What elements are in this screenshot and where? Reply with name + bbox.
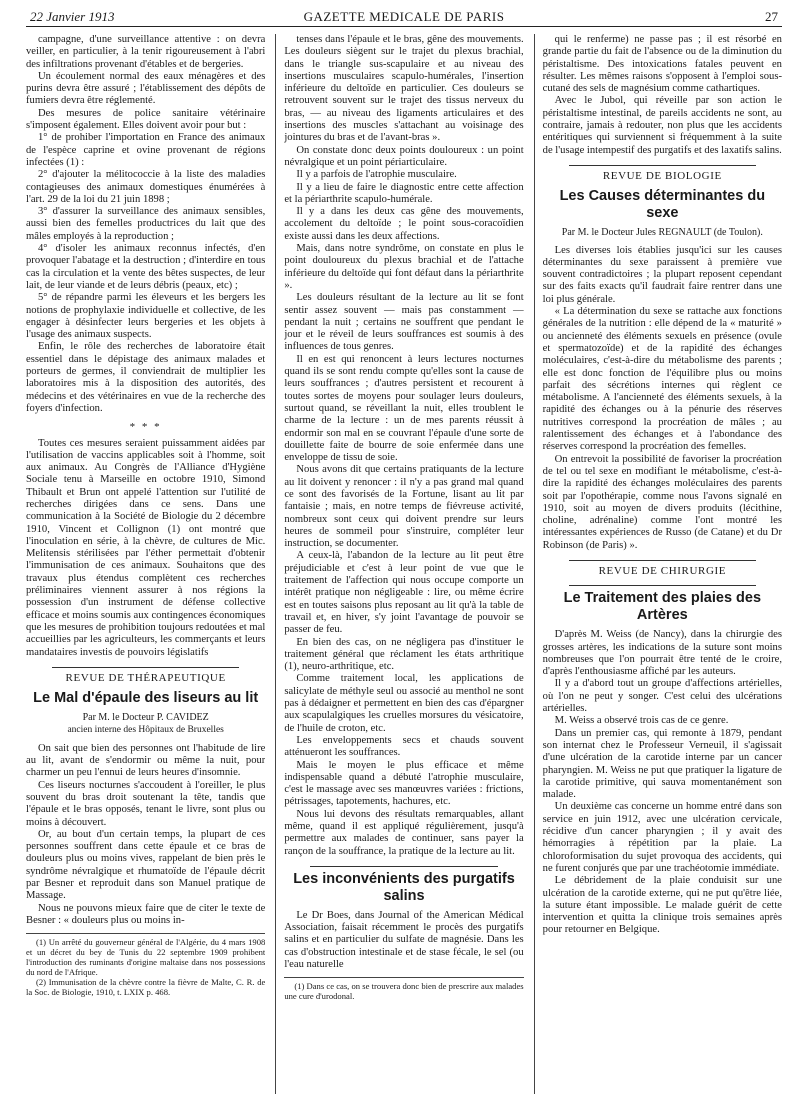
header-journal: GAZETTE MEDICALE DE PARIS xyxy=(303,9,505,24)
column-3 xyxy=(534,34,782,1094)
paragraph: On constate donc deux points douloureux : un point névralgique et un point périarticulaire. xyxy=(284,144,524,168)
column-2 xyxy=(275,34,523,1094)
section-rule xyxy=(569,165,756,166)
paragraph: 1° de prohiber l'importation en France des animaux de l'espèce caprine et ovine provenant de régions infectées (1) : xyxy=(26,132,266,168)
paragraph: « La détermination du sexe se rattache aux fonctions générales de la nutrition : elle dépend de la « maturité » ou ancienneté des éléments sexuels en présence (ovule et spermatozoïde) et de la rapidité des échanges moléculaires, c'est-à-dire du métabolisme des parents ; elle est donc fonction de l'équilibre plus ou moins parfait des sécrétions internes qui règlent ce métabolisme. A l'ancienneté des éléments sexuels, à la rapidité des échanges ou à la pénurie des réserves nutritives correspond la procréation de mâles ; au ralentissement des échanges et à l'abondance des réserves correspond la procréation des femelles. xyxy=(542,306,782,453)
article-title-purgatifs: Les inconvénients des purgatifs salins xyxy=(293,870,515,904)
paragraph: Les diverses lois établies jusqu'ici sur les causes déterminantes du sexe paraissent à première vue souvent contradictoires ; la plupart reposent cependant sur des faits exacts qu'il faudrait faire rentrer dans une loi plus générale. xyxy=(542,244,782,305)
paragraph: Comme traitement local, les applications de salicylate de méthyle seul ou associé au menthol ne sont pas à dédaigner et permettent en bien des cas d'épargner aux scapulalgiques les cruelles morsures du vésicatoire, de l'huile de croton, etc. xyxy=(284,673,524,734)
footnote: (1) Un arrêté du gouverneur général de l'Algérie, du 4 mars 1908 et un décret du bey de Tunis du 22 septembre 1909 prohibent l'introduction des ruminants d'origine maltaise dans nos possessions du nord de l'Afrique. xyxy=(26,937,266,978)
paragraph: Le débridement de la plaie conduisit sur une ulcération de la carotide externe, qui ne put qu'être liée, la suture étant impossible. Le malade guérit de cette intervention et quitta la clinique trois semaines après pour retourner en Belgique. xyxy=(542,875,782,936)
article-title-causes-sexe: Les Causes déterminantes du sexe xyxy=(559,188,766,222)
paragraph: 3° d'assurer la surveillance des animaux sensibles, aussi bien des femelles productrices du lait que des mâles employés à la reproduction ; xyxy=(26,206,266,242)
author-affiliation: ancien interne des Hôpitaux de Bruxelles xyxy=(67,725,224,736)
running-header xyxy=(26,6,782,27)
col1-text xyxy=(26,34,265,415)
paragraph: Mais, dans notre syndrôme, on constate en plus le point douloureux du plexus brachial et de l'attache inférieure du deltoïde qui font défaut dans la périarthrite ». xyxy=(284,243,524,291)
paragraph: Il y a d'abord tout un groupe d'affections artérielles, où l'on ne peut y songer. C'est celui des ulcérations artérielles. xyxy=(542,678,782,715)
paragraph: Les enveloppements secs et chauds souvent atténueront les souffrances. xyxy=(284,734,524,759)
footnotes xyxy=(284,977,523,1001)
paragraph: 2° d'ajouter la mélitococcie à la liste des maladies contagieuses des animaux domestiques énumérées à l'art. 29 de la loi du 21 juin 1898 ; xyxy=(26,169,266,205)
paragraph: campagne, d'une surveillance attentive : on devra veiller, en particulier, à la tenir rigoureusement à l'abri des infiltrations provenant d'étables et de bergeries. xyxy=(26,34,266,70)
column-1 xyxy=(26,34,265,1094)
footnote: (2) Immunisation de la chèvre contre la fièvre de Malte, C. R. de la Soc. de Biologie, 1910, t. LXIX p. 468. xyxy=(26,977,266,998)
section-rule xyxy=(52,667,239,668)
header-page-number: 27 xyxy=(765,9,778,24)
article-title-mal-epaule: Le Mal d'épaule des liseurs au lit xyxy=(33,690,259,707)
paragraph: Un deuxième cas concerne un homme entré dans son service en juin 1912, avec une ulcération cervicale, récidive d'un cancer pharyngien ; il y avait des hémorragies à répétition par la plaie. La chloroformisation du sujet provoqua des accidents, qui ne furent conjurés que par une trachéotomie immédiate. xyxy=(542,801,782,874)
header-date: 22 Janvier 1913 xyxy=(30,9,115,24)
paragraph: Nous avons dit que certains pratiquants de la lecture au lit doivent y renoncer : il n'y a pas grand mal quand ce sont des favorisés de la Fortune, lisant au lit par fantaisie ; mais, en notre temps de fiévreuse activité, nombreux sont ceux qui doivent prendre sur leurs heures de sommeil pour s'instruire, compléter leur instruction, se documenter. xyxy=(284,464,524,550)
section-heading-biologie: REVUE DE BIOLOGIE xyxy=(602,169,722,182)
paragraph: qui le renferme) ne passe pas ; il est résorbé en grande partie du fait de l'absence ou de la diminution du péristaltisme. Des intoxications fatales peuvent en résulter. Les mêmes raisons s'opposent à l'emploi sous-cutané des sels de magnésium comme cathartiques. xyxy=(542,34,782,95)
paragraph: Mais le moyen le plus efficace et même indispensable quand a débuté l'atrophie musculaire, c'est le massage avec ses manœuvres variées : frictions, pétrissages, tapotements, hachures, etc. xyxy=(284,759,524,808)
paragraph: 5° de répandre parmi les éleveurs et les bergers les notions de prophylaxie individuelle et collective, de les engager à désinfecter leurs bergeries et les objets à l'usage des animaux suspects. xyxy=(26,292,266,341)
section-heading-chirurgie: REVUE DE CHIRURGIE xyxy=(598,564,727,577)
paragraph: Avec le Jubol, qui réveille par son action le péristaltisme intestinal, de pareils accidents ne sont, au contraire, jamais à redouter, non plus que les accidents entéritiques qui surviennent si fréquemment à la suite de l'usage intempestif des purgatifs et des laxatifs salins. xyxy=(542,95,782,156)
paragraph: 4° d'isoler les animaux reconnus infectés, d'en provoquer l'abatage et la destruction ; d'interdire en tous cas la circulation et la vente des bêtes suspectes, de leur lait, de leur viande et de leurs débris (peaux, etc) ; xyxy=(26,243,266,291)
paragraph: tenses dans l'épaule et le bras, gêne des mouvements. Les douleurs siègent sur le trajet du plexus brachial, dans le triangle sus-scapulaire et au niveau des insertions musculaires scapulo-humérales, l'insertion inférieure du deltoïde en particulier. Ces douleurs se retrouvent souvent sur le trajet des tissus nerveux du bras, — au niveau des ligaments articulaires et des insertions des muscles s'attachant au voisinage des jointures du bras et de l'avant-bras ». xyxy=(284,34,524,144)
article-title-plaies-arteres: Le Traitement des plaies des Artères xyxy=(563,590,762,624)
paragraph: Un écoulement normal des eaux ménagères et des purins devra être assuré ; l'établissement des dépôts de fumiers devra être réglementé. xyxy=(26,70,266,107)
paragraph: Les douleurs résultant de la lecture au lit se font sentir assez souvent — mais pas constamment — pendant la nuit ; certains ne souffrent que pendant le jour et le réveil de leurs souffrances est soumis à des influences de tous genres. xyxy=(284,292,524,353)
paragraph: D'après M. Weiss (de Nancy), dans la chirurgie des grosses artères, les indications de la suture sont moins nombreuses que l'on pourrait être tenté de le croire, d'après l'enthousiasme affiché par les auteurs. xyxy=(542,629,782,678)
paragraph: M. Weiss a observé trois cas de ce genre. xyxy=(554,715,729,727)
section-heading-therapeutique: REVUE DE THÉRAPEUTIQUE xyxy=(65,671,226,684)
section-rule xyxy=(569,560,756,561)
paragraph: Enfin, le rôle des recherches de laboratoire était essentiel dans le dépistage des animaux malades et porteurs de germes, il conviendrait de multiplier les laboratoires mis à la disposition des autorités, des médecins et des vétérinaires en vue de la recherche des foyers d'infection. xyxy=(26,341,266,414)
paragraph: Il y a lieu de faire le diagnostic entre cette affection et la périarthrite scapulo-humérale. xyxy=(284,181,524,205)
newspaper-page xyxy=(26,6,782,1094)
paragraph: Toutes ces mesures seraient puissamment aidées par l'utilisation de vaccins applicables soit à l'homme, soit aux animaux. Au Congrès de l'Alliance d'Hygiène Sociale tenu à Marseille en octobre 1910, Simond Thibault et Brun ont appelé l'attention sur l'utilité de recherches dirigées dans ce sens. Dans une communication à la Société de Biologie du 2 décembre 1910, Vincent et Collignon (1) ont montré que l'inoculation en série, à la chèvre, de cultures de Mic. Melitensis stérilisées par l'éther permettait d'obtenir l'immunisation de ces animaux. Souhaitons que des travaux plus étendus complètent ces recherches préliminaires viennent assurer à nos régions la possession d'un instrument de défense collective efficace et moins soumis aux contingences économiques que les mesures de prohibition toujours redoutées et mal accueillies par les agriculteurs, les commerçants et leurs mandataires investis de pouvoirs législatifs xyxy=(26,437,266,658)
paragraph: En bien des cas, on ne négligera pas d'instituer le traitement général que réclament les états arthritique (1), neuro-arthritique, etc. xyxy=(284,636,524,673)
paragraph: Il y a dans les deux cas gêne des mouvements, accolement du deltoïde ; le point sous-coracoïdien existe aussi dans les deux affections. xyxy=(284,206,524,242)
footnote: (1) Dans ce cas, on se trouvera donc bien de prescrire aux malades une cure d'urodonal. xyxy=(284,981,524,1002)
paragraph: Or, au bout d'un certain temps, la plupart de ces personnes souffrent dans cette épaule et ce bras de douleurs plus ou moins vives, rappelant de bien près le syndrôme névralgique et rhumatoïde de l'épaule décrit par Besner et reproduit dans son Manuel pratique de Massage. xyxy=(26,828,266,902)
paragraph: Dans un premier cas, qui remonte à 1879, pendant son internat chez le Professeur Verneuil, il s'agissait d'une ulcération de la carotide interne par un cancer pharyngien. M. Weiss ne put que pratiquer la ligature de la carotide primitive, qui sauva momentanément son malade. xyxy=(542,727,782,801)
paragraph: Il en est qui renoncent à leurs lectures nocturnes quand ils se sont rendu compte qu'elles sont la cause de leurs souffrances ; d'autres persistent et recourent à toutes sortes de moyens pour soulager leurs douleurs, surtout quand, se réveillant la nuit, elles troublent le charme de la lecture : un de mes parents réussit à endormir son mal en se couvrant l'épaule d'une sorte de douillette faite de bourre de soie enfermée dans une enveloppe de tissu de soie. xyxy=(284,353,524,464)
paragraph: Nous lui devons des résultats remarquables, allant même, quand il est appliqué régulièrement, jusqu'à permettre aux malades de continuer, sans payer la rançon de la souffrance, la pratique de la lecture au lit. xyxy=(284,808,524,857)
paragraph: Il y a parfois de l'atrophie musculaire. xyxy=(296,169,457,181)
article-author: Par M. le Docteur Jules REGNAULT (de Toulon). xyxy=(561,227,763,239)
paragraph: Le Dr Boes, dans Journal of the American Médical Association, faisait récemment le procès des purgatifs salins et en particulier du sulfate de magnésie. Dans les cas d'obstruction intestinale et de stase fécale, le sel (ou l'eau naturelle xyxy=(284,909,524,971)
section-rule xyxy=(310,866,497,867)
article-author: Par M. le Docteur P. CAVIDEZ xyxy=(82,712,209,724)
paragraph: On sait que bien des personnes ont l'habitude de lire au lit, avant de s'endormir ou même la nuit, pour charmer un peu l'ennui de leurs heures d'insomnie. xyxy=(26,742,266,779)
paragraph: Nous ne pouvons mieux faire que de citer le texte de Besner : « douleurs plus ou moins in- xyxy=(26,902,266,926)
paragraph: Ces liseurs nocturnes s'accoudent à l'oreiller, le plus souvent du bras droit soutenant la tête, tandis que l'épaule et le bras opposés, tenant le livre, sont plus ou moins à découvert. xyxy=(26,779,266,828)
paragraph: Des mesures de police sanitaire vétérinaire s'imposent également. Elles doivent avoir pour but : xyxy=(26,107,266,132)
footnotes xyxy=(26,933,265,997)
paragraph: A ceux-là, l'abandon de la lecture au lit peut être préjudiciable et c'est à leur point de vue que le traitement de l'affection qui nous occupe comporte un intérêt pratique non négligeable : lire, ou même écrire est en toutes saisons plus reposant au lit qu'à la table de travail et, en hiver, s'y joint l'avantage de pouvoir se passer de feu. xyxy=(284,550,524,636)
asterism-separator: * * * xyxy=(129,421,162,434)
paragraph: On entrevoit la possibilité de favoriser la procréation de tel ou tel sexe en modifiant le métabolisme, c'est-à-dire la rapidité des échanges moléculaires des parents soit par l'opothérapie, comme nous l'avons signalé en 1910, soit au moyen de divers produits (lécithine, choline, adrénaline) comme l'ont montré les intéressantes expériences de Russo (de Catane) et du Dr Robinson (de Paris) ». xyxy=(542,453,782,551)
section-rule xyxy=(569,585,756,586)
